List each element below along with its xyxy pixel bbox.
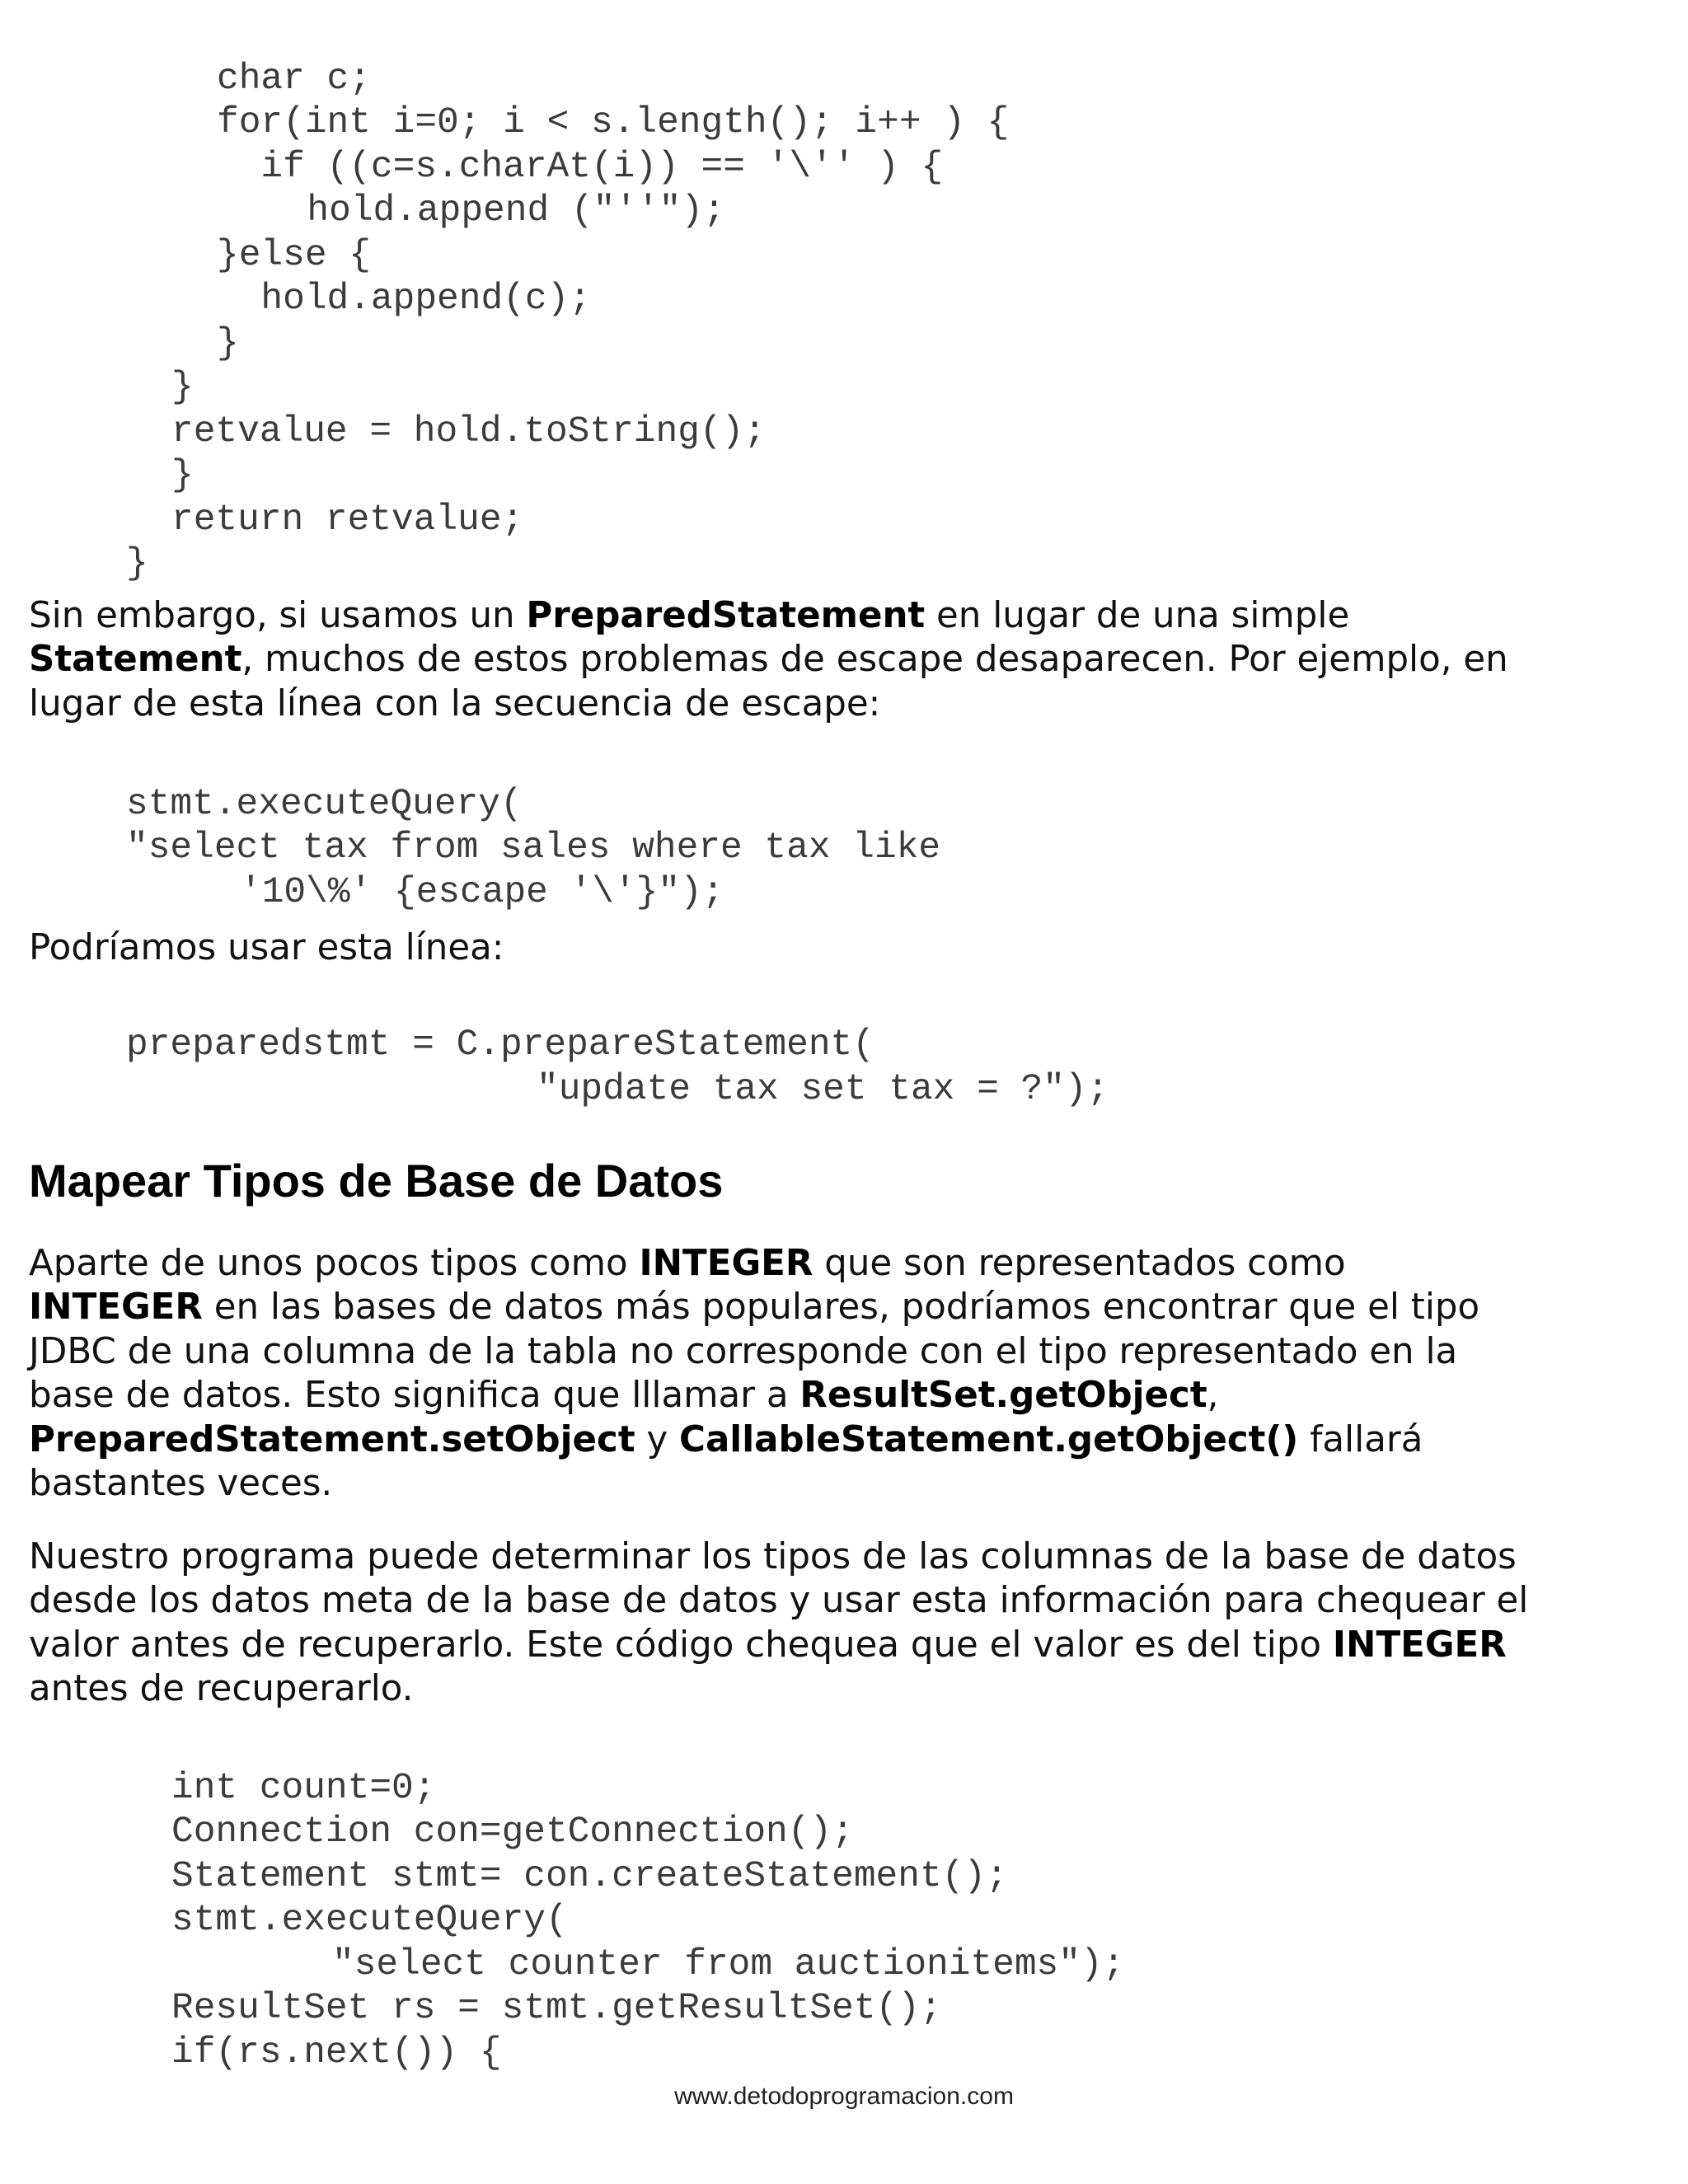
paragraph-line — [29, 926, 504, 971]
code-line: Statement stmt= con.createStatement(); — [171, 1856, 1008, 1897]
code-line: } — [171, 455, 194, 496]
code-line: retvalue = hold.toString(); — [171, 411, 767, 452]
text: bastantes veces. — [29, 1463, 333, 1504]
paragraph-line — [29, 1535, 1517, 1580]
text: en las bases de datos más populares, podríamos encontrar que el tipo — [202, 1286, 1480, 1328]
text: , — [1207, 1375, 1219, 1416]
paragraph-line — [29, 1579, 1528, 1624]
bold-term: PreparedStatement — [526, 595, 926, 636]
code-line: preparedstmt = C.prepareStatement( — [126, 1024, 874, 1066]
paragraph-line — [29, 682, 880, 727]
bold-term: PreparedStatement.setObject — [29, 1419, 635, 1460]
paragraph-line — [29, 1462, 332, 1507]
text: JDBC de una columna de la tabla no corresponde con el tipo representado en la — [29, 1331, 1458, 1372]
text: y — [635, 1419, 680, 1460]
text: desde los datos meta de la base de datos y usar esta información para chequear el — [29, 1580, 1529, 1621]
paragraph-line — [29, 1374, 1218, 1418]
bold-term: CallableStatement.getObject() — [679, 1419, 1299, 1460]
text: Podríamos usar esta línea: — [29, 927, 504, 968]
code-line: } — [126, 543, 148, 584]
code-line: Connection con=getConnection(); — [171, 1811, 854, 1853]
bold-term: INTEGER — [639, 1243, 814, 1284]
code-line: } — [171, 367, 194, 408]
code-line: char c; — [217, 59, 371, 100]
paragraph-line — [29, 1418, 1423, 1463]
bold-term: INTEGER — [29, 1286, 203, 1328]
footer-url: www.detodoprogramacion.com — [674, 2083, 1014, 2110]
text: Sin embargo, si usamos un — [29, 595, 527, 636]
text: Aparte de unos pocos tipos como — [29, 1243, 640, 1284]
code-line: for(int i=0; i < s.length(); i++ ) { — [217, 102, 1010, 143]
code-line: } — [217, 323, 239, 364]
code-line: if ((c=s.charAt(i)) == '\'' ) { — [217, 147, 944, 188]
code-line: return retvalue; — [171, 499, 524, 541]
paragraph-line — [29, 1624, 1507, 1668]
code-line: hold.append(c); — [217, 279, 591, 320]
code-line: int count=0; — [171, 1768, 436, 1809]
code-line: ResultSet rs = stmt.getResultSet(); — [171, 1988, 942, 2029]
code-line: "select tax from sales where tax like — [126, 827, 941, 869]
paragraph-line — [29, 1667, 413, 1712]
paragraph-line — [29, 1242, 1346, 1286]
text: fallará — [1298, 1419, 1423, 1460]
bold-term: ResultSet.getObject — [799, 1375, 1207, 1416]
text: base de datos. Esto significa que lllamar a — [29, 1375, 800, 1416]
text: valor antes de recuperarlo. Este código chequea que el valor es del tipo — [29, 1624, 1333, 1666]
paragraph-line — [29, 1286, 1479, 1330]
code-line: '10\%' {escape '\'}"); — [240, 872, 724, 913]
text: en lugar de una simple — [925, 595, 1350, 636]
text: antes de recuperarlo. — [29, 1668, 414, 1709]
bold-term: Statement — [29, 639, 242, 680]
paragraph-line — [29, 638, 1508, 682]
code-line: stmt.executeQuery( — [171, 1900, 568, 1941]
bold-term: INTEGER — [1332, 1624, 1507, 1666]
paragraph-line — [29, 1330, 1457, 1375]
text: Nuestro programa puede determinar los tipos de las columnas de la base de datos — [29, 1536, 1517, 1577]
code-line: if(rs.next()) { — [171, 2032, 502, 2074]
section-heading: Mapear Tipos de Base de Datos — [29, 1155, 724, 1207]
text: lugar de esta línea con la secuencia de escape: — [29, 683, 881, 724]
code-line: "select counter from auctionitems"); — [332, 1944, 1125, 1985]
code-line: "update tax set tax = ?"); — [537, 1069, 1109, 1110]
code-line: }else { — [217, 235, 371, 276]
code-line: stmt.executeQuery( — [126, 784, 523, 825]
text: que son representados como — [813, 1243, 1346, 1284]
code-line: hold.append ("''"); — [263, 190, 725, 232]
text: , muchos de estos problemas de escape desaparecen. Por ejemplo, en — [241, 639, 1508, 680]
paragraph-line — [29, 594, 1349, 639]
